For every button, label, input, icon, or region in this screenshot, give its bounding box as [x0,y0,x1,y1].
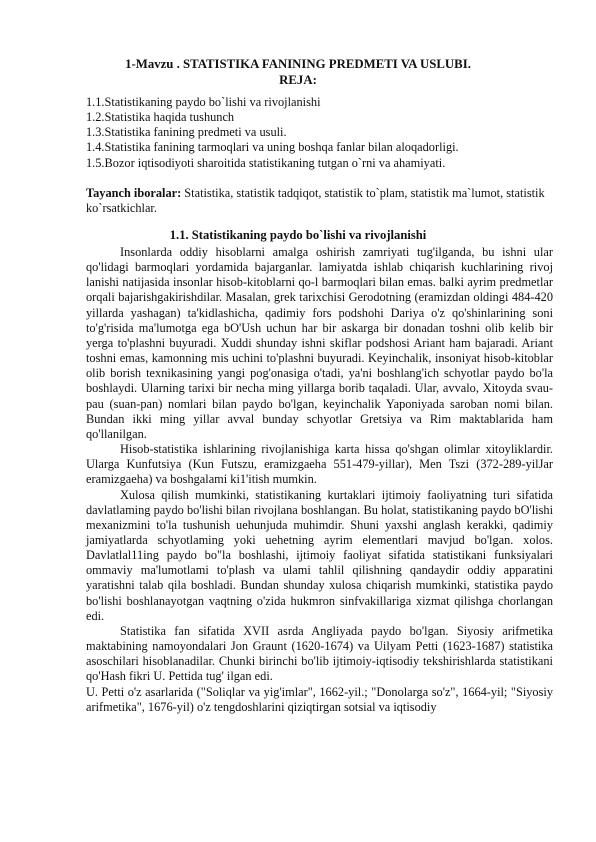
paragraph: Statistika fan sifatida XVII asrda Angliyada paydo bo'lgan. Siyosiy arifmetika maktabining namoyondalari Jon Graunt (1620-1674) va Uilyam Petti (1623-1687) statistika asoschilari hisoblanadilar. Chunki birinchi bo'lib ijtimoiy-iqtisodiy tekshirishlarda statistikani qo'Hash fikri U. Pettida tug' ilgan edi. [86,623,553,684]
plan-list [86,95,556,171]
plan-item: 1.4.Statistika fanining tarmoqlari va uning boshqa fanlar bilan aloqadorligi. [86,140,459,155]
plan-item: 1.2.Statistika haqida tushunch [86,110,235,125]
key-terms [86,186,553,216]
key-terms-text: Statistika, statistik tadqiqot, statistik to`plam, statistik ma`lumot, statistik ko`rsatkichlar. [86,186,545,216]
plan-item: 1.3.Statistika fanining predmeti va usuli. [86,125,287,140]
plan-item: 1.1.Statistikaning paydo bo`lishi va rivojlanishi [86,95,321,109]
document-title: 1-Mavzu . STATISTIKA FANINING PREDMETI VA USLUBI. [125,57,471,71]
paragraph: Insonlarda oddiy hisoblarni amalga oshirish zamriyati tug'ilganda, bu ishni ular qo'lidagi barmoqlari yordamida bajarganlar. lamiyatda ishlab chiqarish kuchlarining rivoj lanishi natijasida insonlar hisob-kitoblarni qo-l barmoqlari bilan emas. balki ayrim predmetlar orqali bajarishgakirishdilar. Masalan, grek tarixchisi Gerodotning (eramizdan oldingi 484-420 yillarda yashagan) ta'kidlashicha, qadimiy fors podshohi Dariya o'z qo'shinlarining soni to'g'risida ma'lumotga ega bO'Ush uchun har bir askarga bir donadan toshni olib kelib bir yerga to'plashni buyuradi. Xuddi shunday ishni skiflar podshosi Ariant ham bajaradi. Ariant toshni emas, kamonning mis uchini to'plashni buyuradi. Keyinchalik, insoniyat hisob-kitoblar olib borish texnikasining yangi pog'onasiga o'tadi, ya'ni boshlang'ich schyotlar paydo bo'la boshlaydi. Ularning tarixi bir necha ming yillarga borib taqaladi. Ular, avvalo, Xitoyda svau-pau (suan-pan) nomlari bilan paydo bo'lgan, keyinchalik Yaponiyada saroban nomi bilan. Bundan ikki ming yillar avval bunday schyotlar Gretsiya va Rim maktablarida ham qo'llanilgan. [86,245,553,441]
plan-heading: REJA: [279,73,317,87]
plan-item: 1.5.Bozor iqtisodiyoti sharoitida statistikaning tutgan o`rni va ahamiyati. [86,155,446,170]
paragraph: U. Petti o'z asarlarida ("Soliqlar va yig'imlar", 1662-yil.; "Donolarga so'z", 1664-yil; "Siyosiy arifmetika", 1676-yil) o'z tengdoshlarini qiziqtirgan sotsial va iqtisodiy [86,684,553,714]
body-text [86,245,553,715]
paragraph: Hisob-statistika ishlarining rivojlanishiga karta hissa qo'shgan olimlar xitoyliklardir. Ularga Kunfutsiya (Kun Futszu, eramizgaeha 551-479-yillar), Men Tszi (372-289-yilJar eramizgaeha) va boshgalami ki1'itish mumkin. [86,442,553,487]
section-heading: 1.1. Statistikaning paydo bo`lishi va rivojlanishi [169,228,427,242]
key-terms-label: Tayanch iboralar: [86,186,182,200]
paragraph: Xulosa qilish mumkinki, statistikaning kurtaklari ijtimoiy faoliyatning turi sifatida davlatlaming paydo bo'lishi bilan rivojlana boshlangan. Bu holat, statistikaning paydo bO'lishi mexanizmini to'la tushunish uehunjuda muhimdir. Shuni yaxshi anglash kerakki, qadimiy jamiyatlarda schyotlaming yoki uehetning ayrim elementlari mavjud bo'lgan. xolos. Davlatlal11ing paydo bo"la boshlashi, ijtimoiy faoliyat sifatida statistikani funksiyalari ommaviy ma'lumotlami to'plash va ulami tahlil qilishning qandaydir oddiy apparatini yaratishni talab qila boshladi. Bundan shunday xulosa chiqarish mumkinki, statistika paydo bo'lishi boshlanayotgan vaqtning o'zida hukmron sinfvakillariga xizmat qilishga chorlangan edi. [86,487,553,623]
